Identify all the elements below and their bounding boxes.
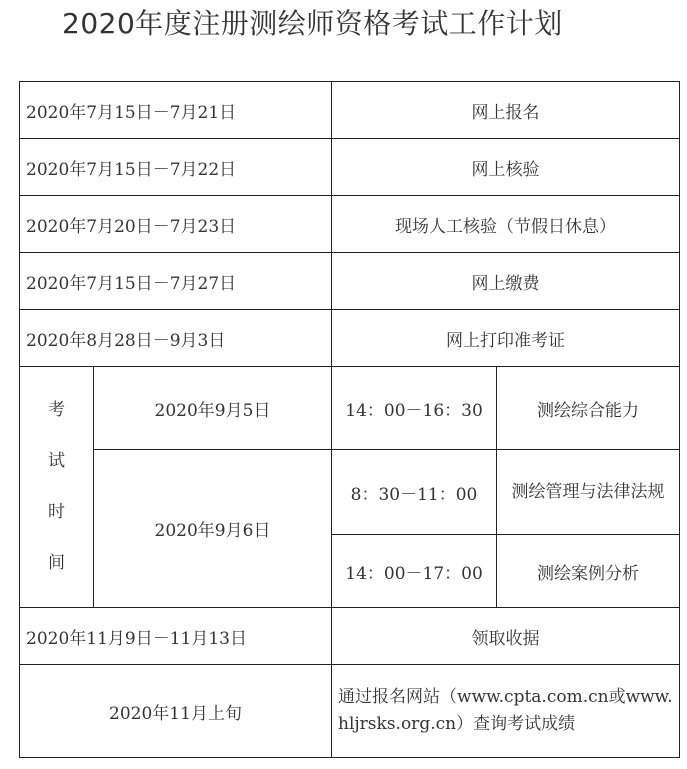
item-cell: 通过报名网站（www.cpta.com.cn或www.hljrsks.org.cn）查询考试成绩 — [332, 665, 680, 758]
exam-time-cell: 14：00－16：30 — [332, 367, 497, 450]
date-cell: 2020年7月15日－7月27日 — [20, 253, 332, 310]
table-row — [20, 608, 680, 665]
exam-label-char: 试 — [48, 451, 65, 471]
exam-time-cell: 14：00－17：00 — [332, 535, 497, 608]
exam-time-label — [20, 367, 94, 608]
item-cell: 领取收据 — [332, 608, 680, 665]
exam-time-cell: 8：30－11：00 — [332, 450, 497, 535]
exam-row — [20, 450, 680, 535]
exam-date-cell: 2020年9月5日 — [94, 367, 332, 450]
item-cell: 网上缴费 — [332, 253, 680, 310]
exam-subject-cell: 测绘综合能力 — [497, 367, 680, 450]
item-cell: 网上核验 — [332, 139, 680, 196]
table-row — [20, 310, 680, 367]
date-cell: 2020年11月上旬 — [20, 665, 332, 758]
table-row — [20, 253, 680, 310]
exam-subject-cell: 测绘管理与法律法规 — [497, 450, 680, 535]
table-row — [20, 665, 680, 758]
exam-label-char: 间 — [48, 553, 65, 573]
exam-row — [20, 367, 680, 450]
exam-date-cell: 2020年9月6日 — [94, 450, 332, 608]
date-cell: 2020年11月9日－11月13日 — [20, 608, 332, 665]
table-row — [20, 196, 680, 253]
table-row — [20, 82, 680, 139]
schedule-table — [19, 81, 680, 758]
item-cell: 网上报名 — [332, 82, 680, 139]
date-cell: 2020年7月15日－7月22日 — [20, 139, 332, 196]
item-cell: 现场人工核验（节假日休息） — [332, 196, 680, 253]
exam-label-char: 时 — [48, 502, 65, 522]
item-cell: 网上打印准考证 — [332, 310, 680, 367]
page-title: 2020年度注册测绘师资格考试工作计划 — [62, 7, 563, 40]
table-row — [20, 139, 680, 196]
date-cell: 2020年7月20日－7月23日 — [20, 196, 332, 253]
date-cell: 2020年8月28日－9月3日 — [20, 310, 332, 367]
exam-label-char: 考 — [48, 400, 65, 420]
exam-subject-cell: 测绘案例分析 — [497, 535, 680, 608]
date-cell: 2020年7月15日－7月21日 — [20, 82, 332, 139]
